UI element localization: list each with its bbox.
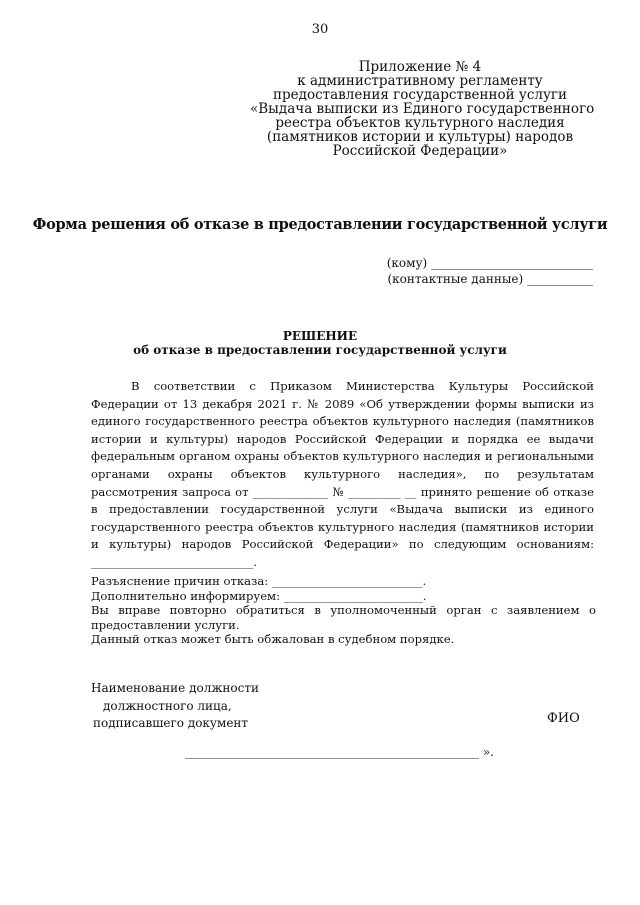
appendix-header: [250, 59, 595, 159]
appendix-line: Российской Федерации»: [332, 143, 508, 159]
page-number: 30: [311, 22, 329, 37]
appendix-line: предоставления государственной услуги: [273, 87, 567, 103]
signature-block: [91, 680, 259, 733]
signature-line: должностного лица,: [103, 698, 232, 713]
decision-subtitle: об отказе в предоставлении государственной услуги: [133, 343, 507, 357]
reason-explanation: Разъяснение причин отказа: __________________________.: [91, 574, 427, 588]
reapply-notice: Вы вправе повторно обратиться в уполномоченный орган с заявлением о предоставлении услуги.: [91, 603, 596, 632]
recipient-contacts-field: (контактные данные) ___________: [387, 272, 593, 286]
decision-heading: [0, 329, 640, 357]
signature-line: подписавшего документ: [93, 716, 249, 730]
recipient-to-field: (кому) ___________________________: [386, 256, 593, 270]
appeal-notice: Данный отказ может быть обжалован в судебном порядке.: [91, 632, 455, 647]
body-paragraph: В соответствии с Приказом Министерства Культуры Российской Федерации от 13 декабря 2021 г. № 2089 «Об утверждении формы выписки из единого государственного реестра объектов культурного наследия (памятников истории и культуры) народов Российской Федерации и порядка ее выдачи федеральным органом охраны объектов культурного наследия и региональными органами охраны объектов культурного наследия», по результатам рассмотрения запроса от _____________ № _________ __ принято решение об отказе в предоставлении государственной услуги «Выдача выписки из единого государственного реестра объектов культурного наследия (памятников истории и культуры) народов Российской Федерации» по следующим основаниям: ____________________________.: [91, 379, 594, 569]
appendix-line: реестра объектов культурного наследия: [275, 115, 565, 131]
appendix-line: (памятников истории и культуры) народов: [266, 129, 574, 145]
appendix-line: к административному регламенту: [297, 73, 543, 89]
reasons-block: [91, 574, 596, 647]
appendix-line: Приложение № 4: [358, 59, 482, 75]
reason-additional: Дополнительно информируем: ________________________.: [91, 588, 427, 603]
decision-body: [91, 378, 594, 572]
appendix-line: «Выдача выписки из Единого государственного: [250, 101, 595, 117]
date-line: _________________________________________________ ».: [185, 745, 494, 759]
form-title: Форма решения об отказе в предоставлении государственной услуги: [32, 216, 608, 233]
signature-line: Наименование должности: [91, 681, 259, 695]
decision-title: РЕШЕНИЕ: [282, 329, 358, 343]
signature-fio: ФИО: [547, 711, 580, 726]
